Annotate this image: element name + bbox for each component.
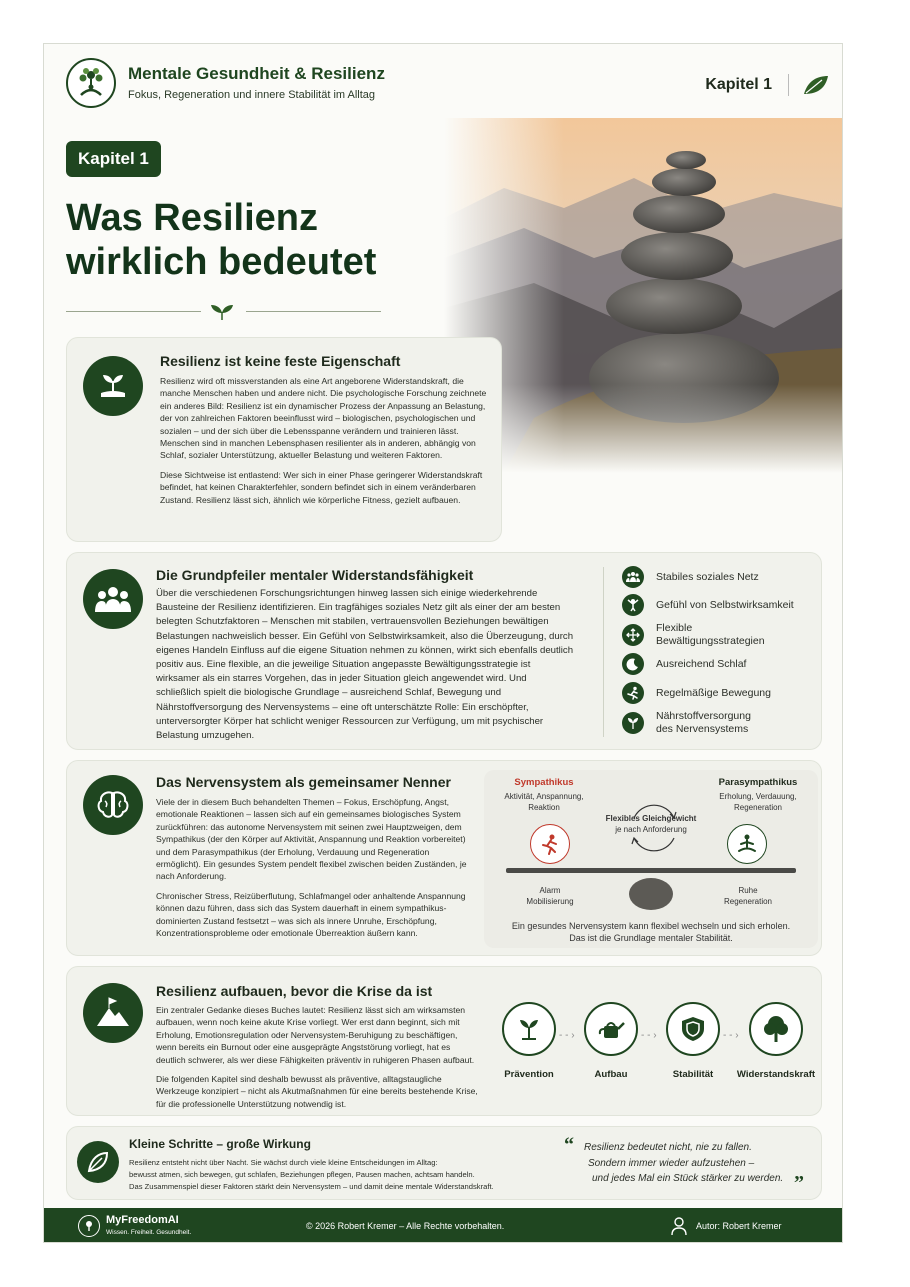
- sympathikus-desc: [494, 792, 594, 813]
- people-group-icon: [83, 569, 143, 629]
- pillar-item: [622, 622, 765, 648]
- step-prevention: [489, 1002, 569, 1080]
- card-resilience-not-fixed: [66, 337, 502, 542]
- rest-label: [698, 886, 798, 907]
- pillar-line: Ausreichend Schlaf: [656, 657, 747, 670]
- paragraph: Die folgenden Kapitel sind deshalb bewusst als präventive, alltagstaugliche Werkzeuge konzipiert – nicht als Akutmaßnahmen für eine bereits bestehende Krise, für die professionelle Unterstützung notwendig ist.: [156, 1074, 478, 1109]
- brand-logo-icon: [78, 1215, 100, 1237]
- header-subtitle: Fokus, Regeneration und innere Stabilität im Alltag: [128, 89, 376, 101]
- paragraph: Resilienz wird oft missverstanden als eine Art angeborene Widerstandskraft, die manche Menschen haben und andere nicht. Die psychologische Forschung zeichnete ein anderes Bild: Resilienz ist ein dynamischer Prozess der Anpassung an Belastung, der von zahlreichen Faktoren beeinflusst wird – biologischen, psychologischen und sozialen – und der sich über die Lebensspanne verändern und trainieren lässt. Menschen sind in manchen Lebensphasen resilienter als in anderen, abhängig von Schlaf, sozialer Unterstützung, aktueller Belastung und weiteren Faktoren.: [160, 376, 487, 461]
- leaf-circle-icon: [77, 1141, 119, 1183]
- pillar-item: [622, 566, 759, 588]
- text-line: bewusst atmen, sich bewegen, gut schlafen, Beziehungen pflegen, Pausen machen, achtsam handeln.: [129, 1170, 475, 1179]
- watering-can-icon: [584, 1002, 638, 1056]
- section-title: Resilienz aufbauen, bevor die Krise da ist: [156, 983, 433, 999]
- text-line: Resilienz entsteht nicht über Nacht. Sie wächst durch viele kleine Entscheidungen im Alltag:: [129, 1158, 438, 1167]
- pillar-line: Bewältigungsstrategien: [656, 635, 765, 647]
- author: Autor: Robert Kremer: [696, 1221, 782, 1231]
- header-title: Mentale Gesundheit & Resilienz: [128, 64, 385, 83]
- step-build: [571, 1002, 651, 1080]
- pillar-line: Gefühl von Selbstwirksamkeit: [656, 598, 794, 611]
- section-body: Über die verschiedenen Forschungsrichtungen hinweg lassen sich einige wiederkehrende Bausteine der Resilienz identifizieren. Ein tragfähiges soziales Netz gilt als einer der am besten belegten Schutzfaktoren – Menschen mit stabilen, vertrauensvollen Beziehungen bewältigen Belastungen nachweislich besser. Ein Gefühl von Selbstwirksamkeit, also die Überzeugung, durch eigenes Handeln Einfluss auf die eigene Situation nehmen zu können, wirkt sich ebenfalls deutlich positiv aus. Eine flexible, an die jeweilige Situation angepasste Bewältigungsstrategie ist wirksamer als ein starres Vorgehen, das in jeder Situation gleich angewendet wird. Und schließlich spielt die biologische Grundlage – ausreichend Schlaf, Bewegung und Nährstoffversorgung des Nervensystems – eine oft unterschätzte Rolle: Ein erschöpfter, unterversorgter Körper hat schlicht weniger Ressourcen zur Verfügung, um mit psychischer Belastung umzugehen.: [156, 588, 574, 742]
- parasympathikus-desc: [708, 792, 808, 813]
- brand-name: MyFreedomAI: [106, 1214, 179, 1226]
- pillar-line: Regelmäßige Bewegung: [656, 686, 771, 699]
- arrows-flex-icon: [622, 624, 644, 646]
- section-body: [129, 1157, 549, 1193]
- paragraph: Chronischer Stress, Reizüberflutung, Schlafmangel oder anhaltende Anspannung können dazu führen, dass sich das System dauerhaft in einem sympathikus-dominierten Zustand festsetzt – was sich als innere Unruhe, Erschöpfung, Konzentrationsprobleme oder emotionale Überreaktion äußern kann.: [156, 890, 466, 939]
- chapter-badge: Kapitel 1: [66, 141, 161, 177]
- section-title: Das Nervensystem als gemeinsamer Nenner: [156, 774, 451, 790]
- arrow-icon: - - ›: [641, 1030, 657, 1041]
- stone-cairn-image: [444, 118, 843, 473]
- pillar-label: [656, 658, 746, 671]
- open-quote-icon: “: [564, 1134, 574, 1156]
- pillar-label: [656, 599, 794, 612]
- quote-line: Resilienz bedeutet nicht, nie zu fallen.: [584, 1142, 752, 1153]
- arrow-icon: - - ›: [559, 1030, 575, 1041]
- label-line: Mobilisierung: [526, 896, 574, 906]
- paragraph: Diese Sichtweise ist entlastend: Wer sich in einer Phase geringerer Widerstandskraft befindet, hat keinen Charakterfehler, sondern befindet sich in einem veränderbaren Zustand. Resilienz lässt sich, ähnlich wie körperliche Fitness, gezielt aufbauen.: [160, 469, 483, 505]
- diagram-caption: [484, 920, 818, 944]
- sprout-hand-icon: [83, 356, 143, 416]
- center-subtitle: je nach Anforderung: [615, 824, 687, 834]
- title-line-1: Was Resilienz: [66, 197, 319, 239]
- page-footer: [44, 1208, 843, 1243]
- pillar-line: Nährstoffversorgung: [656, 710, 751, 722]
- step-label: Widerstandskraft: [736, 1069, 816, 1080]
- running-icon: [622, 682, 644, 704]
- sympathikus-title: Sympathikus: [514, 777, 574, 788]
- brand-tagline: Wissen. Freiheit. Gesundheit.: [106, 1229, 192, 1236]
- quote-box: [556, 1132, 810, 1196]
- section-body: [160, 375, 490, 506]
- paragraph: Ein zentraler Gedanke dieses Buches lautet: Resilienz lässt sich am wirksamsten aufbauen, wenn noch keine akute Krise vorliegt. Wer erst dann beginnt, sich mit Erholung, Emotionsregulation oder Nervensystem-Beruhigung zu beschäftigen, wenn bereits ein Burnout oder eine ausgeprägte Angststörung vorliegt, hat es deutlich schwerer, als wer diese Fähigkeiten präventiv in ruhigeren Phasen aufbaut.: [156, 1005, 475, 1065]
- header-divider: [788, 74, 789, 96]
- header-chapter: Kapitel 1: [705, 76, 772, 93]
- step-strength: [726, 1002, 826, 1080]
- alarm-label: [500, 886, 600, 907]
- quote-text: [584, 1140, 783, 1187]
- brain-icon: [83, 775, 143, 835]
- title-line-2: wirklich bedeutet: [66, 241, 377, 283]
- section-body: [156, 1004, 478, 1110]
- pillar-label: [656, 571, 759, 584]
- people-icon: [622, 566, 644, 588]
- pillar-line: Stabiles soziales Netz: [656, 570, 759, 583]
- desc-line: Aktivität, Anspannung,: [504, 792, 584, 801]
- section-title: Die Grundpfeiler mentaler Widerstandsfähigkeit: [156, 567, 474, 583]
- pillar-label: [656, 622, 765, 648]
- arrow-icon: - - ›: [723, 1030, 739, 1041]
- pillar-line: Flexible: [656, 622, 693, 634]
- text-line: Das Zusammenspiel dieser Faktoren stärkt dein Nervensystem – und damit deine mentale Widerstandskraft.: [129, 1182, 494, 1191]
- pillar-item: [622, 653, 746, 675]
- copyright: © 2026 Robert Kremer – Alle Rechte vorbehalten.: [306, 1221, 505, 1231]
- page-header: [44, 44, 843, 118]
- balance-diagram: [484, 770, 818, 948]
- mountain-flag-icon: [83, 983, 143, 1043]
- step-label: Stabilität: [672, 1069, 714, 1080]
- label-line: Alarm: [539, 886, 561, 895]
- caption-line: Das ist die Grundlage mentaler Stabilität.: [569, 933, 733, 943]
- section-title: Kleine Schritte – große Wirkung: [129, 1137, 311, 1151]
- pillar-item: [622, 594, 794, 616]
- close-quote-icon: ”: [794, 1172, 804, 1194]
- user-icon: [670, 1216, 688, 1241]
- seedling-icon: [502, 1002, 556, 1056]
- moon-icon: [622, 653, 644, 675]
- meditation-icon: [727, 824, 767, 864]
- balance-center-text: [601, 814, 701, 835]
- quote-line: Sondern immer wieder aufzustehen –: [588, 1157, 755, 1169]
- person-arms-up-icon: [622, 594, 644, 616]
- parasympathikus-title: Parasympathikus: [718, 777, 798, 788]
- desc-line: Reaktion: [528, 802, 560, 812]
- pillar-item: [622, 710, 751, 736]
- running-person-icon: [530, 824, 570, 864]
- step-label: Prävention: [504, 1069, 554, 1080]
- paragraph: Viele der in diesem Buch behandelten Themen – Fokus, Erschöpfung, Angst, emotionale Reaktionen – lassen sich auf ein gemeinsames biologisches System zurückführen: das autonome Nervensystem mit seinen zwei Hauptzweigen, dem Sympathikus (der den Körper auf Aktivität, Anspannung und Reaktion vorbereitet) und dem Parasympathikus (der Erholung, Verdauung und Regeneration ermöglicht). Ein gesundes System pendelt flexibel zwischen beiden Zuständen, je nach Anforderung.: [156, 797, 467, 882]
- page-title: [66, 196, 426, 284]
- step-label: Aufbau: [594, 1069, 628, 1080]
- desc-line: Erholung, Verdauung,: [719, 792, 797, 801]
- vertical-divider: [603, 567, 604, 737]
- caption-line: Ein gesundes Nervensystem kann flexibel wechseln und sich erholen.: [511, 921, 791, 931]
- leaf-icon: [802, 74, 830, 101]
- shield-icon: [666, 1002, 720, 1056]
- label-line: Regeneration: [723, 896, 773, 906]
- pillar-label: [656, 687, 771, 700]
- document-page: [43, 43, 843, 1243]
- section-body: [156, 796, 476, 939]
- tree-logo-icon: [66, 58, 116, 108]
- pillar-label: [656, 710, 751, 736]
- sprout-icon: [207, 302, 237, 322]
- pillar-item: [622, 682, 771, 704]
- pillar-line: des Nervensystems: [656, 723, 749, 735]
- desc-line: Regeneration: [733, 802, 783, 812]
- label-line: Ruhe: [738, 886, 758, 895]
- center-title: Flexibles Gleichgewicht: [605, 814, 697, 823]
- step-stability: [653, 1002, 733, 1080]
- title-divider: [66, 302, 386, 322]
- section-title: Resilienz ist keine feste Eigenschaft: [160, 353, 401, 369]
- leaf-icon: [622, 712, 644, 734]
- quote-line: und jedes Mal ein Stück stärker zu werden.: [592, 1173, 784, 1184]
- tree-icon: [749, 1002, 803, 1056]
